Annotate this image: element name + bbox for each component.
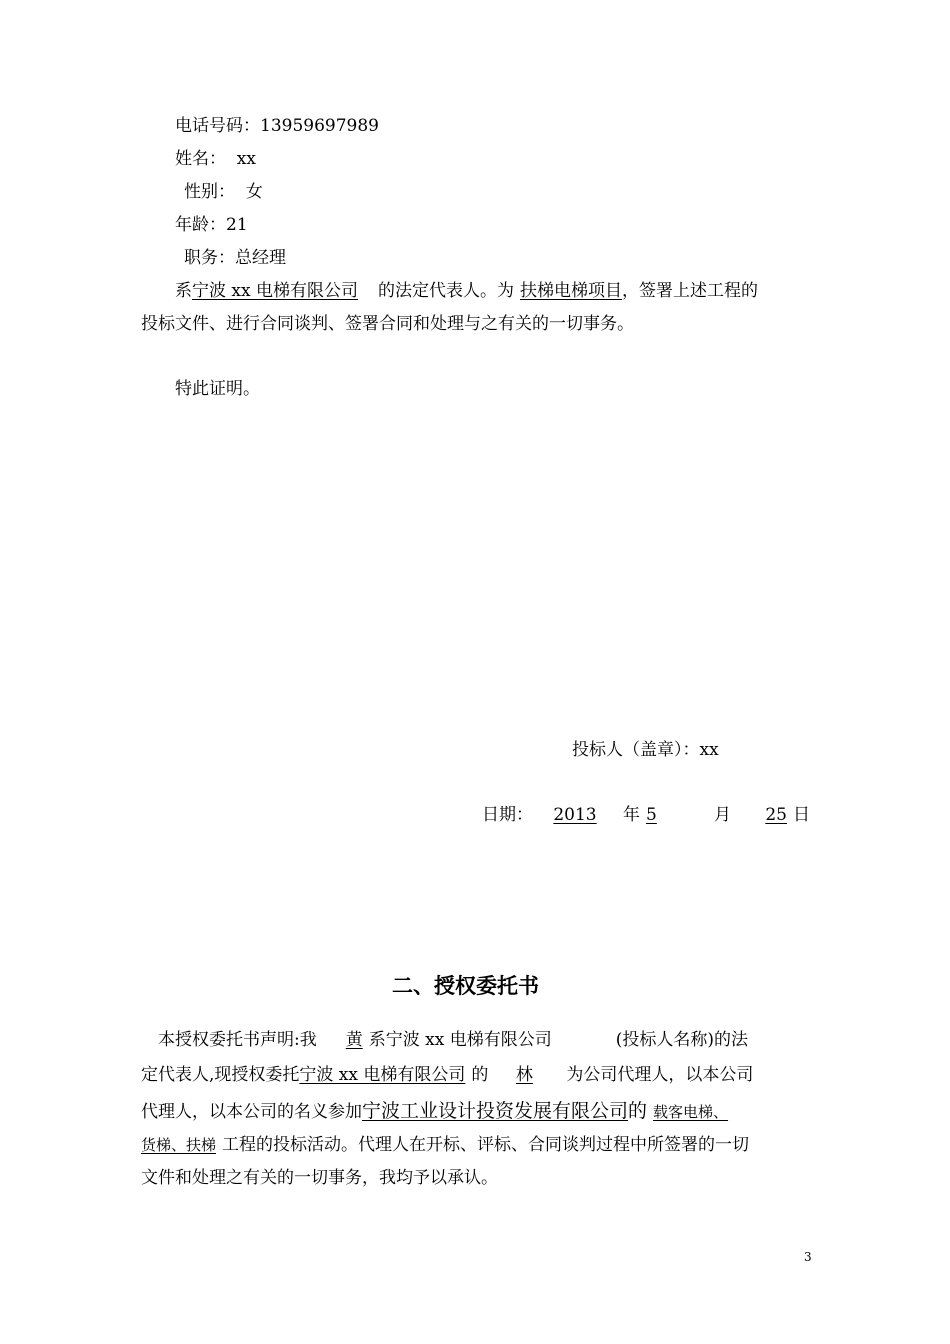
age-line: 年龄：21 [175, 215, 248, 235]
name-line: 姓名： xx [175, 149, 256, 169]
phone-line: 电话号码：13959697989 [175, 116, 379, 136]
certify-text: 特此证明。 [175, 379, 260, 399]
company-name: 宁波 xx 电梯有限公司 [192, 281, 358, 301]
auth-line-3: 代理人，以本公司的名义参加宁波工业设计投资发展有限公司的 载客电梯、 [141, 1100, 729, 1122]
statement-line-1: 系宁波 xx 电梯有限公司 的法定代表人。为 扶梯电梯项目，签署上述工程的 [175, 281, 758, 301]
position-line: 职务：总经理 [184, 248, 286, 268]
page-number: 3 [804, 1250, 812, 1264]
date-month: 5 [646, 805, 657, 825]
auth-company: 宁波 xx 电梯有限公司 [299, 1065, 466, 1085]
section-title: 二、授权委托书 [392, 974, 539, 998]
auth-line-4: 货梯、扶梯 工程的投标活动。代理人在开标、评标、合同谈判过程中所签署的一切 [141, 1135, 750, 1155]
project-type-part2: 货梯、扶梯 [141, 1136, 217, 1154]
auth-line-2: 定代表人,现授权委托宁波 xx 电梯有限公司 的 林 为公司代理人，以本公司 [141, 1065, 754, 1085]
statement-line-2: 投标文件、进行合同谈判、签署合同和处理与之有关的一切事务。 [141, 314, 634, 334]
gender-line: 性别： 女 [184, 182, 263, 202]
date-day: 25 [765, 805, 787, 825]
auth-line-1: 本授权委托书声明:我 黄 系宁波 xx 电梯有限公司 (投标人名称)的法 [158, 1030, 748, 1050]
date-year: 2013 [553, 805, 597, 825]
auth-line-5: 文件和处理之有关的一切事务，我均予以承认。 [141, 1168, 498, 1188]
tender-organization: 宁波工业设计投资发展有限公司 [362, 1100, 629, 1122]
agent-name: 林 [515, 1065, 533, 1085]
bidder-signature: 投标人（盖章）：xx [572, 740, 719, 760]
project-type-part1: 载客电梯、 [653, 1103, 729, 1121]
legal-rep-name: 黄 [345, 1030, 363, 1050]
project-name: 扶梯电梯项目 [519, 281, 622, 301]
date-line: 日期： 2013 年 5 月 25 日 [482, 805, 810, 825]
